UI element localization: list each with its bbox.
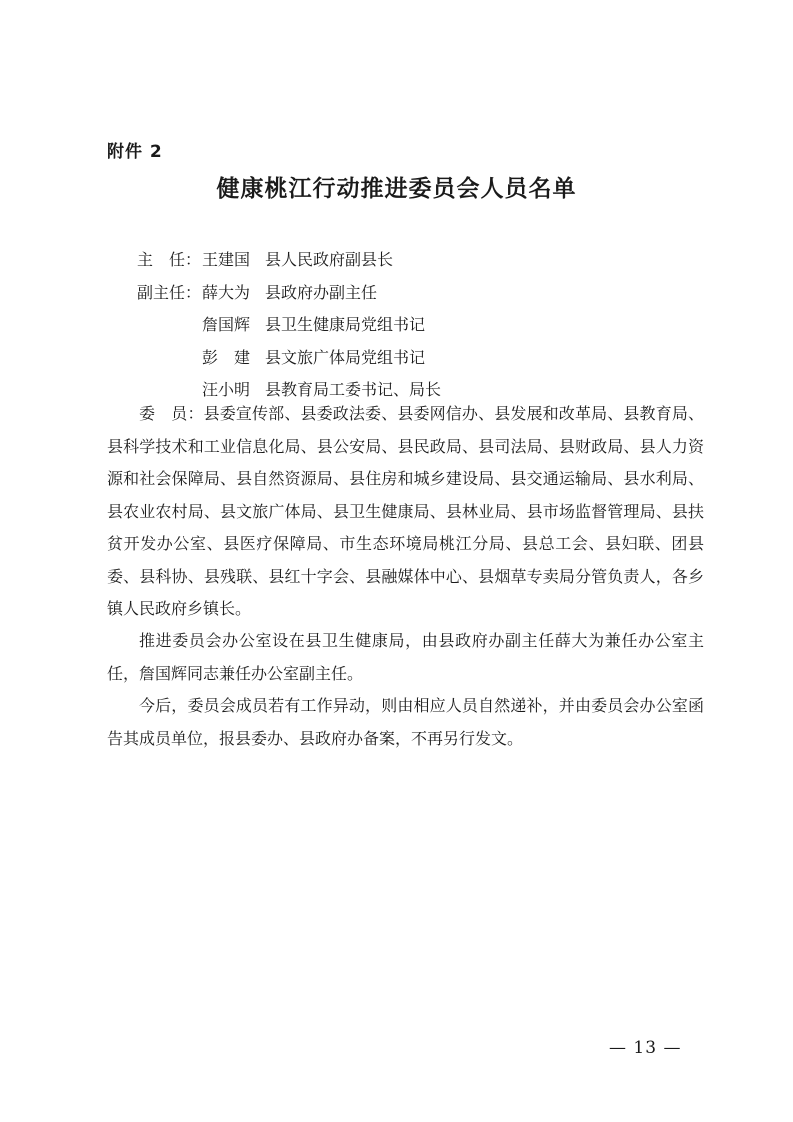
person-duty: 县人民政府副县长	[265, 250, 394, 269]
attachment-label: 附件 2	[107, 142, 163, 162]
person-name: 薛大为	[202, 283, 251, 302]
document-title: 健康桃江行动推进委员会人员名单	[216, 176, 577, 202]
person-duty: 县教育局工委书记、局长	[265, 380, 442, 399]
person-duty: 县文旅广体局党组书记	[265, 348, 426, 367]
role-label: 主 任：	[137, 250, 202, 269]
page-number: — 13 —	[609, 1038, 682, 1058]
person-duty: 县卫生健康局党组书记	[265, 315, 426, 334]
person-name: 汪小明	[202, 380, 251, 399]
person-name: 詹国辉	[202, 315, 251, 334]
changes-paragraph: 今后，委员会成员若有工作异动，则由相应人员自然递补，并由委员会办公室函告其成员单位，报县委办、县政府办备案，不再另行发文。	[107, 696, 704, 748]
office-paragraph: 推进委员会办公室设在县卫生健康局，由县政府办副主任薛大为兼任办公室主任，詹国辉同志兼任办公室副主任。	[107, 631, 704, 683]
role-label: 副主任：	[137, 283, 202, 302]
person-name: 彭 建	[202, 348, 251, 367]
members-paragraph: 委 员：县委宣传部、县委政法委、县委网信办、县发展和改革局、县教育局、县科学技术和工业信息化局、县公安局、县民政局、县司法局、县财政局、县人力资源和社会保障局、县自然资源局、县住房和城乡建设局、县交通运输局、县水利局、县农业农村局、县文旅广体局、县卫生健康局、县林业局、县市场监督管理局、县扶贫开发办公室、县医疗保障局、市生态环境局桃江分局、县总工会、县妇联、团县委、县科协、县残联、县红十字会、县融媒体中心、县烟草专卖局分管负责人，各乡镇人民政府乡镇长。	[107, 404, 704, 618]
person-name: 王建国	[202, 250, 251, 269]
person-duty: 县政府办副主任	[265, 283, 378, 302]
